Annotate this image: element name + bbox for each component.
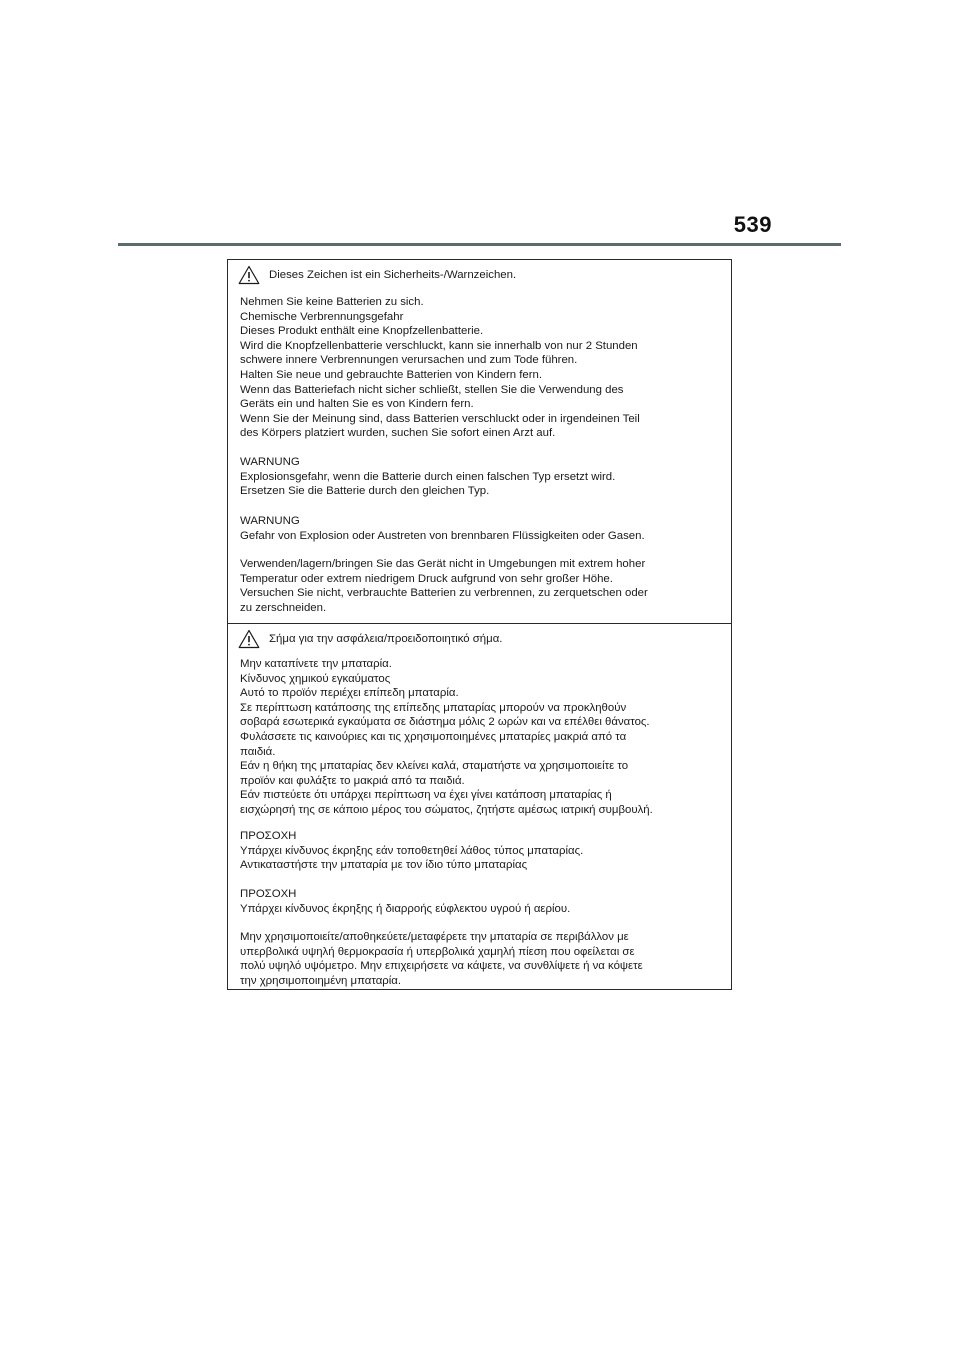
notice-section-greek	[228, 624, 731, 989]
warning-triangle-icon	[238, 265, 260, 285]
ingestion-warning-text: Nehmen Sie keine Batterien zu sich. Chemische Verbrennungsgefahr Dieses Produkt enthält eine Knopfzellenbatterie. Wird die Knopfzellenbatterie verschluckt, kann sie innerhalb von nur 2 Stunden schwere innere Verbrennungen verursachen und zum Tode führen. Halten Sie neue und gebrauchte Batterien von Kindern fern. Wenn das Batteriefach nicht sicher schließt, stellen Sie die Verwendung des Geräts ein und halten Sie es von Kindern fern. Wenn Sie der Meinung sind, dass Batterien verschluckt oder in irgendeinen Teil des Körpers platziert wurden, suchen Sie sofort einen Arzt auf.	[240, 296, 640, 440]
warning-triangle-icon	[238, 629, 260, 649]
warning-heading-text: Σήμα για την ασφάλεια/προειδοποιητικό σήμα.	[269, 633, 503, 645]
header-rule	[118, 243, 841, 246]
battery-replacement-warning: ΠΡΟΣΟΧΗ Υπάρχει κίνδυνος έκρηξης εάν τοποθετηθεί λάθος τύπος μπαταρίας. Αντικαταστήστε την μπαταρία με τον ίδιο τύπο μπαταρίας	[240, 830, 584, 872]
environment-disposal-warning: Verwenden/lagern/bringen Sie das Gerät nicht in Umgebungen mit extrem hoher Temperatur oder extrem niedrigem Druck aufgrund von sehr großer Höhe. Versuchen Sie nicht, verbrauchte Batterien zu verbrennen, zu zerquetschen oder zu zerschneiden.	[240, 558, 648, 614]
battery-safety-notice	[227, 259, 732, 990]
battery-replacement-warning: WARNUNG Explosionsgefahr, wenn die Batterie durch einen falschen Typ ersetzt wird. Ersetzen Sie die Batterie durch den gleichen Typ.	[240, 456, 616, 498]
explosion-leak-warning: WARNUNG Gefahr von Explosion oder Austreten von brennbaren Flüssigkeiten oder Gasen.	[240, 515, 645, 542]
page-number: 539	[733, 212, 772, 237]
notice-section-german	[228, 260, 731, 623]
warning-heading-german	[238, 264, 516, 286]
explosion-leak-warning: ΠΡΟΣΟΧΗ Υπάρχει κίνδυνος έκρηξης ή διαρροής εύφλεκτου υγρού ή αερίου.	[240, 888, 571, 915]
ingestion-warning-text: Μην καταπίνετε την μπαταρία. Κίνδυνος χημικού εγκαύματος Αυτό το προϊόν περιέχει επίπεδη μπαταρία. Σε περίπτωση κατάποσης της επίπεδης μπαταρίας μπορούν να προκληθούν σοβαρά εσωτερικά εγκαύματα σε διάστημα μόλις 2 ωρών και να επέλθει θάνατος. Φυλάσσετε τις καινούριες και τις χρησιμοποιημένες μπαταρίες μακριά από τα παιδιά. Εάν η θήκη της μπαταρίας δεν κλείνει καλά, σταματήστε να χρησιμοποιείτε το προϊόν και φυλάξτε το μακριά από τα παιδιά. Εάν πιστεύετε ότι υπάρχει περίπτωση να έχει γίνει κατάποση μπαταρίας ή εισχώρησή της σε κάποιο μέρος του σώματος, ζητήστε αμέσως ιατρική συμβουλή.	[240, 658, 653, 816]
warning-heading-greek	[238, 628, 502, 650]
warning-heading-text: Dieses Zeichen ist ein Sicherheits-/Warnzeichen.	[269, 269, 517, 281]
environment-disposal-warning: Μην χρησιμοποιείτε/αποθηκεύετε/μεταφέρετε την μπαταρία σε περιβάλλον με υπερβολικά υψηλή θερμοκρασία ή υπερβολικά χαμηλή πίεση που οφείλεται σε πολύ υψηλό υψόμετρο. Μην επιχειρήσετε να κάψετε, να συνθλίψετε ή να κόψετε την χρησιμοποιημένη μπαταρία.	[240, 931, 643, 987]
